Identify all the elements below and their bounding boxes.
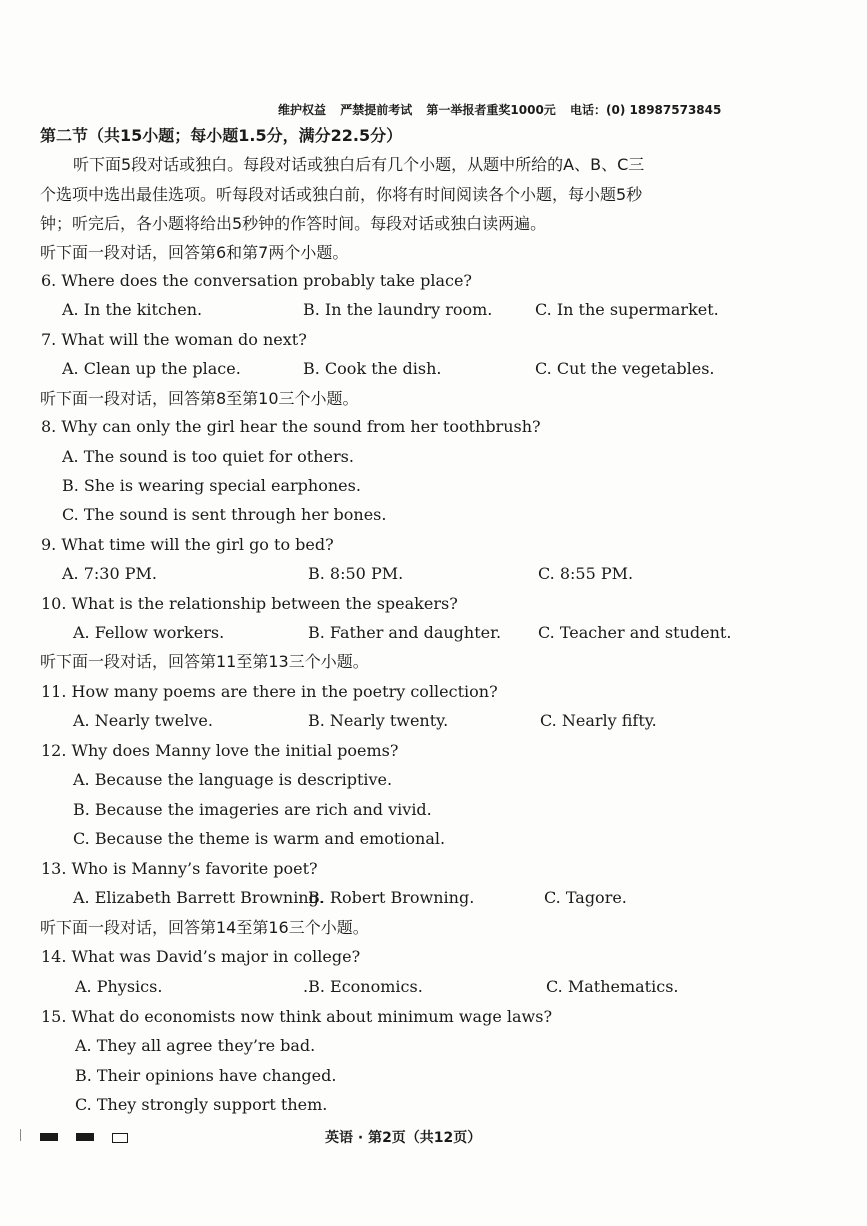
page-number: 英语 · 第2页（共12页）	[325, 1130, 482, 1146]
option-b: B. She is wearing special earphones.	[62, 476, 361, 495]
dialogue-prompt: 听下面一段对话，回答第11至第13三个小题。	[40, 652, 369, 671]
section-title: 第二节（共15小题；每小题1.5分，满分22.5分）	[40, 126, 403, 145]
option-a: A. They all agree they’re bad.	[75, 1036, 316, 1055]
question-stem: 6. Where does the conversation probably take place?	[41, 271, 472, 290]
option-a: A. In the kitchen.	[62, 300, 203, 319]
option-c: C. Mathematics.	[546, 977, 679, 996]
option-c: C. Tagore.	[544, 888, 627, 907]
header-item: 第一举报者重奖1000元	[426, 103, 556, 117]
dialogue-prompt: 听下面一段对话，回答第8至第10三个小题。	[40, 389, 359, 408]
option-b: B. Nearly twenty.	[308, 711, 449, 730]
option-a: A. Physics.	[75, 977, 163, 996]
option-c: C. The sound is sent through her bones.	[62, 505, 387, 524]
option-a: A. Clean up the place.	[62, 359, 241, 378]
alignment-marks	[40, 1133, 128, 1143]
option-b: B. Cook the dish.	[303, 359, 442, 378]
anti-cheating-header	[278, 101, 738, 118]
option-a: A. The sound is too quiet for others.	[62, 447, 354, 466]
instruction-line: 听下面5段对话或独白。每段对话或独白后有几个小题，从题中所给的A、B、C三	[73, 155, 645, 174]
question-stem: 13. Who is Manny’s favorite poet?	[41, 859, 318, 878]
option-c: C. Because the theme is warm and emotional.	[73, 829, 446, 848]
question-stem: 15. What do economists now think about minimum wage laws?	[41, 1007, 553, 1026]
option-c: C. In the supermarket.	[535, 300, 719, 319]
option-a: A. Because the language is descriptive.	[73, 770, 393, 789]
option-c: C. Cut the vegetables.	[535, 359, 715, 378]
instruction-line: 钟；听完后，各小题将给出5秒钟的作答时间。每段对话或独白读两遍。	[40, 214, 547, 233]
instruction-line: 个选项中选出最佳选项。听每段对话或独白前，你将有时间阅读各个小题，每小题5秒	[40, 185, 643, 204]
question-stem: 10. What is the relationship between the speakers?	[41, 594, 458, 613]
question-stem: 12. Why does Manny love the initial poems?	[41, 741, 399, 760]
solid-mark-icon	[40, 1133, 58, 1141]
option-b: B. Because the imageries are rich and vivid.	[73, 800, 432, 819]
scan-tick-mark	[20, 1129, 21, 1141]
dialogue-prompt: 听下面一段对话，回答第14至第16三个小题。	[40, 918, 369, 937]
option-c: C. Teacher and student.	[538, 623, 732, 642]
option-c: C. 8:55 PM.	[538, 564, 634, 583]
option-a: A. Nearly twelve.	[73, 711, 213, 730]
question-stem: 7. What will the woman do next?	[41, 330, 307, 349]
header-item: 严禁提前考试	[340, 103, 413, 117]
dialogue-prompt: 听下面一段对话，回答第6和第7两个小题。	[40, 243, 349, 262]
option-c: C. They strongly support them.	[75, 1095, 328, 1114]
option-b: B. Their opinions have changed.	[75, 1066, 337, 1085]
hollow-mark-icon	[112, 1133, 128, 1143]
header-item: 电话：(0) 18987573845	[570, 103, 722, 117]
question-stem: 9. What time will the girl go to bed?	[41, 535, 334, 554]
question-stem: 14. What was David’s major in college?	[41, 947, 361, 966]
option-b: B. In the laundry room.	[303, 300, 493, 319]
option-b: B. Father and daughter.	[308, 623, 502, 642]
header-item: 维护权益	[278, 103, 327, 117]
solid-mark-icon	[76, 1133, 94, 1141]
option-b: B. Robert Browning.	[308, 888, 475, 907]
option-c: C. Nearly fifty.	[540, 711, 657, 730]
option-a: A. Elizabeth Barrett Browning.	[73, 888, 324, 907]
question-stem: 8. Why can only the girl hear the sound from her toothbrush?	[41, 417, 541, 436]
question-stem: 11. How many poems are there in the poetry collection?	[41, 682, 498, 701]
page-footer	[0, 1127, 867, 1149]
option-a: A. Fellow workers.	[73, 623, 225, 642]
option-b: B. 8:50 PM.	[308, 564, 404, 583]
option-a: A. 7:30 PM.	[62, 564, 157, 583]
option-b: .B. Economics.	[303, 977, 423, 996]
